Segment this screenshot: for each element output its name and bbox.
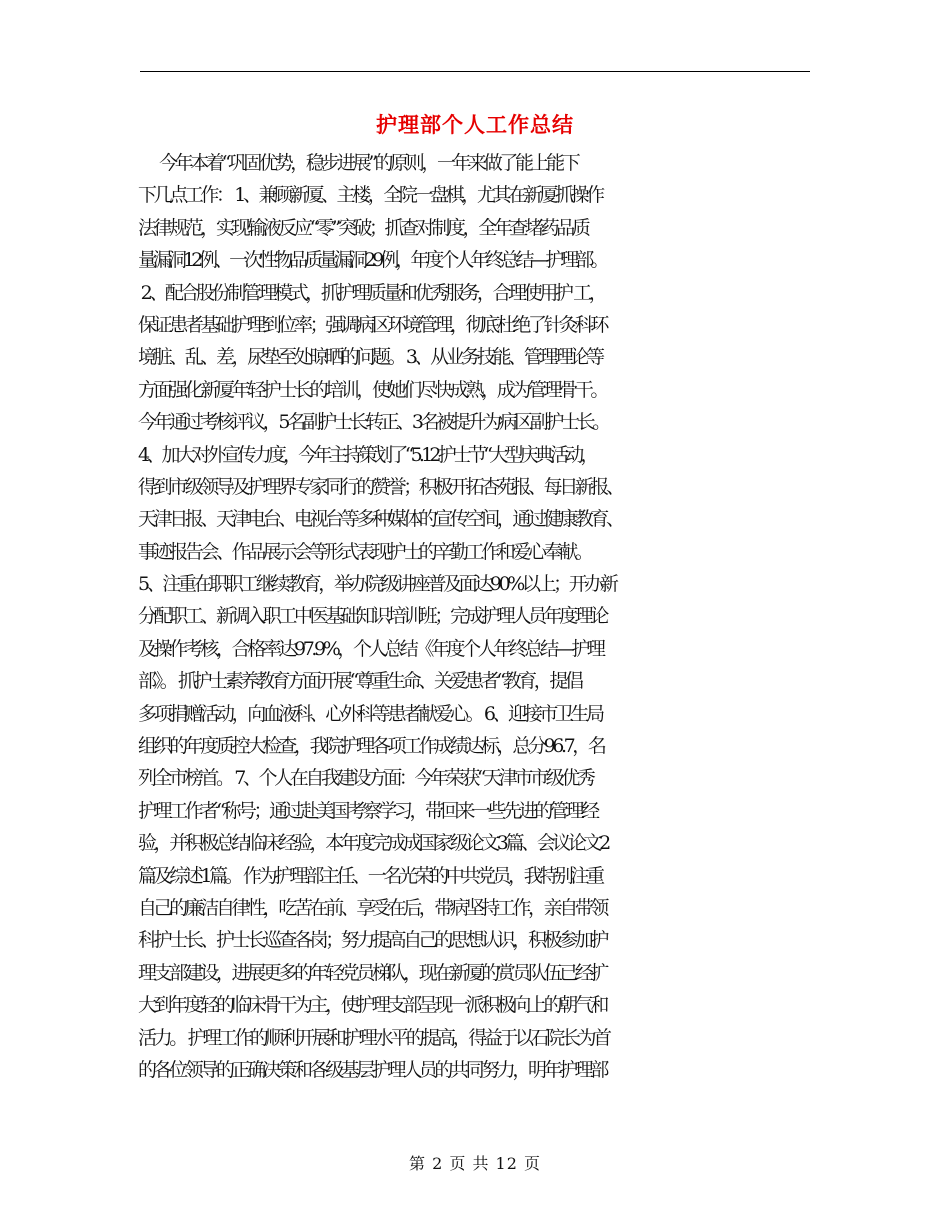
body-line: 理支部建设，进展更多的年轻党员梯队，现在新厦的赏员队伍已经扩 <box>138 961 607 984</box>
body-line: 篇及综述1篇。 作为护理部主任、一名光荣的中共党员，我特别注重 <box>138 864 602 887</box>
body-line: 的各位领导的正确决策和各级基层护理人员的共同努力，明年护理部 <box>138 1058 607 1081</box>
body-line: 2、配合股份制管理模式，抓护理质量和优秀服务，合理使用护 工， <box>138 281 605 304</box>
header-rule <box>140 71 810 72</box>
body-line: 列全市榜首。 7、个人在自我建设方面：今年荣获“天津市市级优秀 <box>138 767 593 790</box>
body-line: 事迹报告会、作品展示会等形式表现护士的辛勤工作和爱心奉献。 <box>138 540 591 563</box>
body-line: 科护士长、护士长巡查各岗；努力提高自己的思想认识，积极参加护 <box>138 929 607 952</box>
body-line: 及操作考核，合格率达97.9%，个人总结《年度个人年终总结—护理 <box>138 637 603 660</box>
document-title: 护理部个人工作总结 <box>376 113 574 137</box>
body-line: 部》。 抓护士素养教育方面开展“尊重生命、关爱患者“教育，提倡 <box>138 670 581 693</box>
body-line: 量漏洞12例、一次性物品质量漏洞29例，年度个人年终总结—护理部。 <box>138 249 606 272</box>
body-line: 组织的年度质控大检查，我院护理各项工作成绩达标，总分96.7，名 <box>138 735 604 758</box>
body-line: 大到年度轻的临床骨干为主，使护理支部呈现一派积极向上的朝气和 <box>138 994 607 1017</box>
body-line: 保证患者基础护理到位率；强调病区环境管理，彻底杜绝了针灸科环 <box>138 313 607 336</box>
body-line: 下几点工作： 1、兼顾新厦、主楼，全院一盘棋，尤其在新厦抓操作 <box>138 184 602 207</box>
document-body <box>138 147 838 1086</box>
body-line: 方面强化新厦年轻护士长的培训，使她们尽快成熟，成为管理骨干。 <box>138 378 607 401</box>
body-line: 境脏、乱、差，尿垫至处晾晒的问题。 3、从业务技能、管理理论等 <box>138 346 602 369</box>
body-line: 5、注重在职职工继续教育，举办院级讲座普及面达90%以上；开办新 <box>138 573 616 596</box>
body-line: 法律规范，实现输液反应“零”突破；抓查对制度，全年查堵药品质 <box>138 216 588 239</box>
body-line: 自己的廉洁自律性，吃苦在前、享受在后，带病坚持工作，亲自带领 <box>138 896 607 919</box>
body-line: 今年通过考核评议，5名副护士长转正、3名被提升为病区副护士长。 <box>138 411 608 434</box>
body-line: 活力。 护理工作的顺利开展和护理水平的提高，得益于以石院长为首 <box>138 1026 609 1049</box>
body-line: 验，并积极总结临床经验，本年度完成成国家级论文3篇、会议论文2 <box>138 832 608 855</box>
body-line: 多项捐赠活动，向血液科、心外科等患者献爱心。 6、迎接市卫生局 <box>138 702 602 725</box>
body-line: 天津日报、天津电台、电视台等多种媒体的宣传空间，通过健康教育、 <box>138 508 622 531</box>
body-line: 得到市级领导及护理界专家同行的赞誉；积极开拓杏苑报、每日新报、 <box>138 475 622 498</box>
body-line: 分配职工、新调入职工中医基础知识培训班；完成护理人员年度理论 <box>138 605 607 628</box>
body-line: 今年本着“巩固优势，稳步进展”的原则，一年来做了能上能下 <box>138 152 578 174</box>
body-line: 4、加大对外宣传力度，今年主持策划了“5.12护士节“大型庆典活动， <box>138 443 596 466</box>
body-line: 护理工作者“称号；通过赴美国考察学习，带回来一些先进的管理经 <box>138 799 597 822</box>
page-number: 第 2 页 共 12 页 <box>409 1154 541 1173</box>
